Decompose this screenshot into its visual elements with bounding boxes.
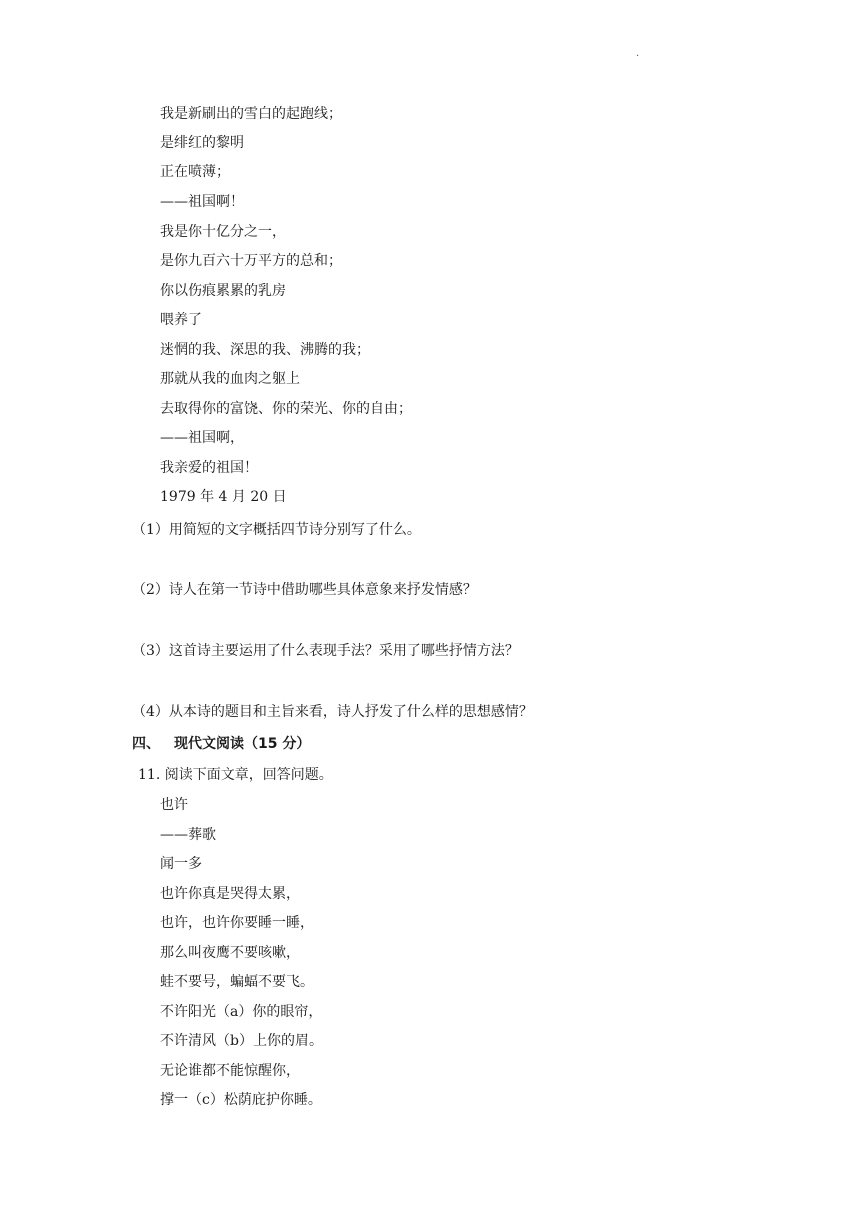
poem-title: 也许 <box>160 797 188 813</box>
poem-line: 那就从我的血肉之躯上 <box>160 371 300 387</box>
poem-line: ——祖国啊， <box>160 430 244 446</box>
poem-line: ——祖国啊！ <box>160 194 244 210</box>
section-title: 现代文阅读（15 分） <box>174 736 311 752</box>
poem-line: 正在喷薄； <box>160 164 230 180</box>
poem-line: 撑一（c）松荫庇护你睡。 <box>160 1092 322 1108</box>
poem-date: 1979 年 4 月 20 日 <box>160 489 287 505</box>
poem-line: 我是新刷出的雪白的起跑线； <box>160 106 342 122</box>
header-mark: · <box>636 51 640 62</box>
poem-line: 喂养了 <box>160 312 202 328</box>
section-number: 四、 <box>132 736 160 752</box>
poem-line: 是你九百六十万平方的总和； <box>160 253 342 269</box>
poem-line: 无论谁都不能惊醒你， <box>160 1063 300 1079</box>
question-2: （2）诗人在第一节诗中借助哪些具体意象来抒发情感？ <box>132 582 477 598</box>
item-11-prompt: 11. 阅读下面文章，回答问题。 <box>138 767 333 783</box>
question-1: （1）用简短的文字概括四节诗分别写了什么。 <box>132 522 421 538</box>
poem-line: 也许你真是哭得太累， <box>160 886 300 902</box>
poem-author: 闻一多 <box>160 856 202 872</box>
poem-line: 我亲爱的祖国！ <box>160 460 258 476</box>
poem-line: 我是你十亿分之一， <box>160 224 286 240</box>
poem-line: 蛙不要号，蝙蝠不要飞。 <box>160 974 314 990</box>
poem-line: 你以伤痕累累的乳房 <box>160 283 286 299</box>
section-heading <box>132 734 310 754</box>
poem-line: 不许清风（b）上你的眉。 <box>160 1033 323 1049</box>
poem-line: 是绯红的黎明 <box>160 135 244 151</box>
poem-line: 迷惘的我、深思的我、沸腾的我； <box>160 342 370 358</box>
poem-line: 那么叫夜鹰不要咳嗽， <box>160 945 300 961</box>
poem-subtitle: ——葬歌 <box>160 827 216 843</box>
poem-line: 也许，也许你要睡一睡， <box>160 915 314 931</box>
question-3: （3）这首诗主要运用了什么表现手法？采用了哪些抒情方法？ <box>132 643 519 659</box>
poem-line: 不许阳光（a）你的眼帘， <box>160 1004 323 1020</box>
poem-line: 去取得你的富饶、你的荣光、你的自由； <box>160 401 412 417</box>
question-4: （4）从本诗的题目和主旨来看，诗人抒发了什么样的思想感情？ <box>132 704 533 720</box>
